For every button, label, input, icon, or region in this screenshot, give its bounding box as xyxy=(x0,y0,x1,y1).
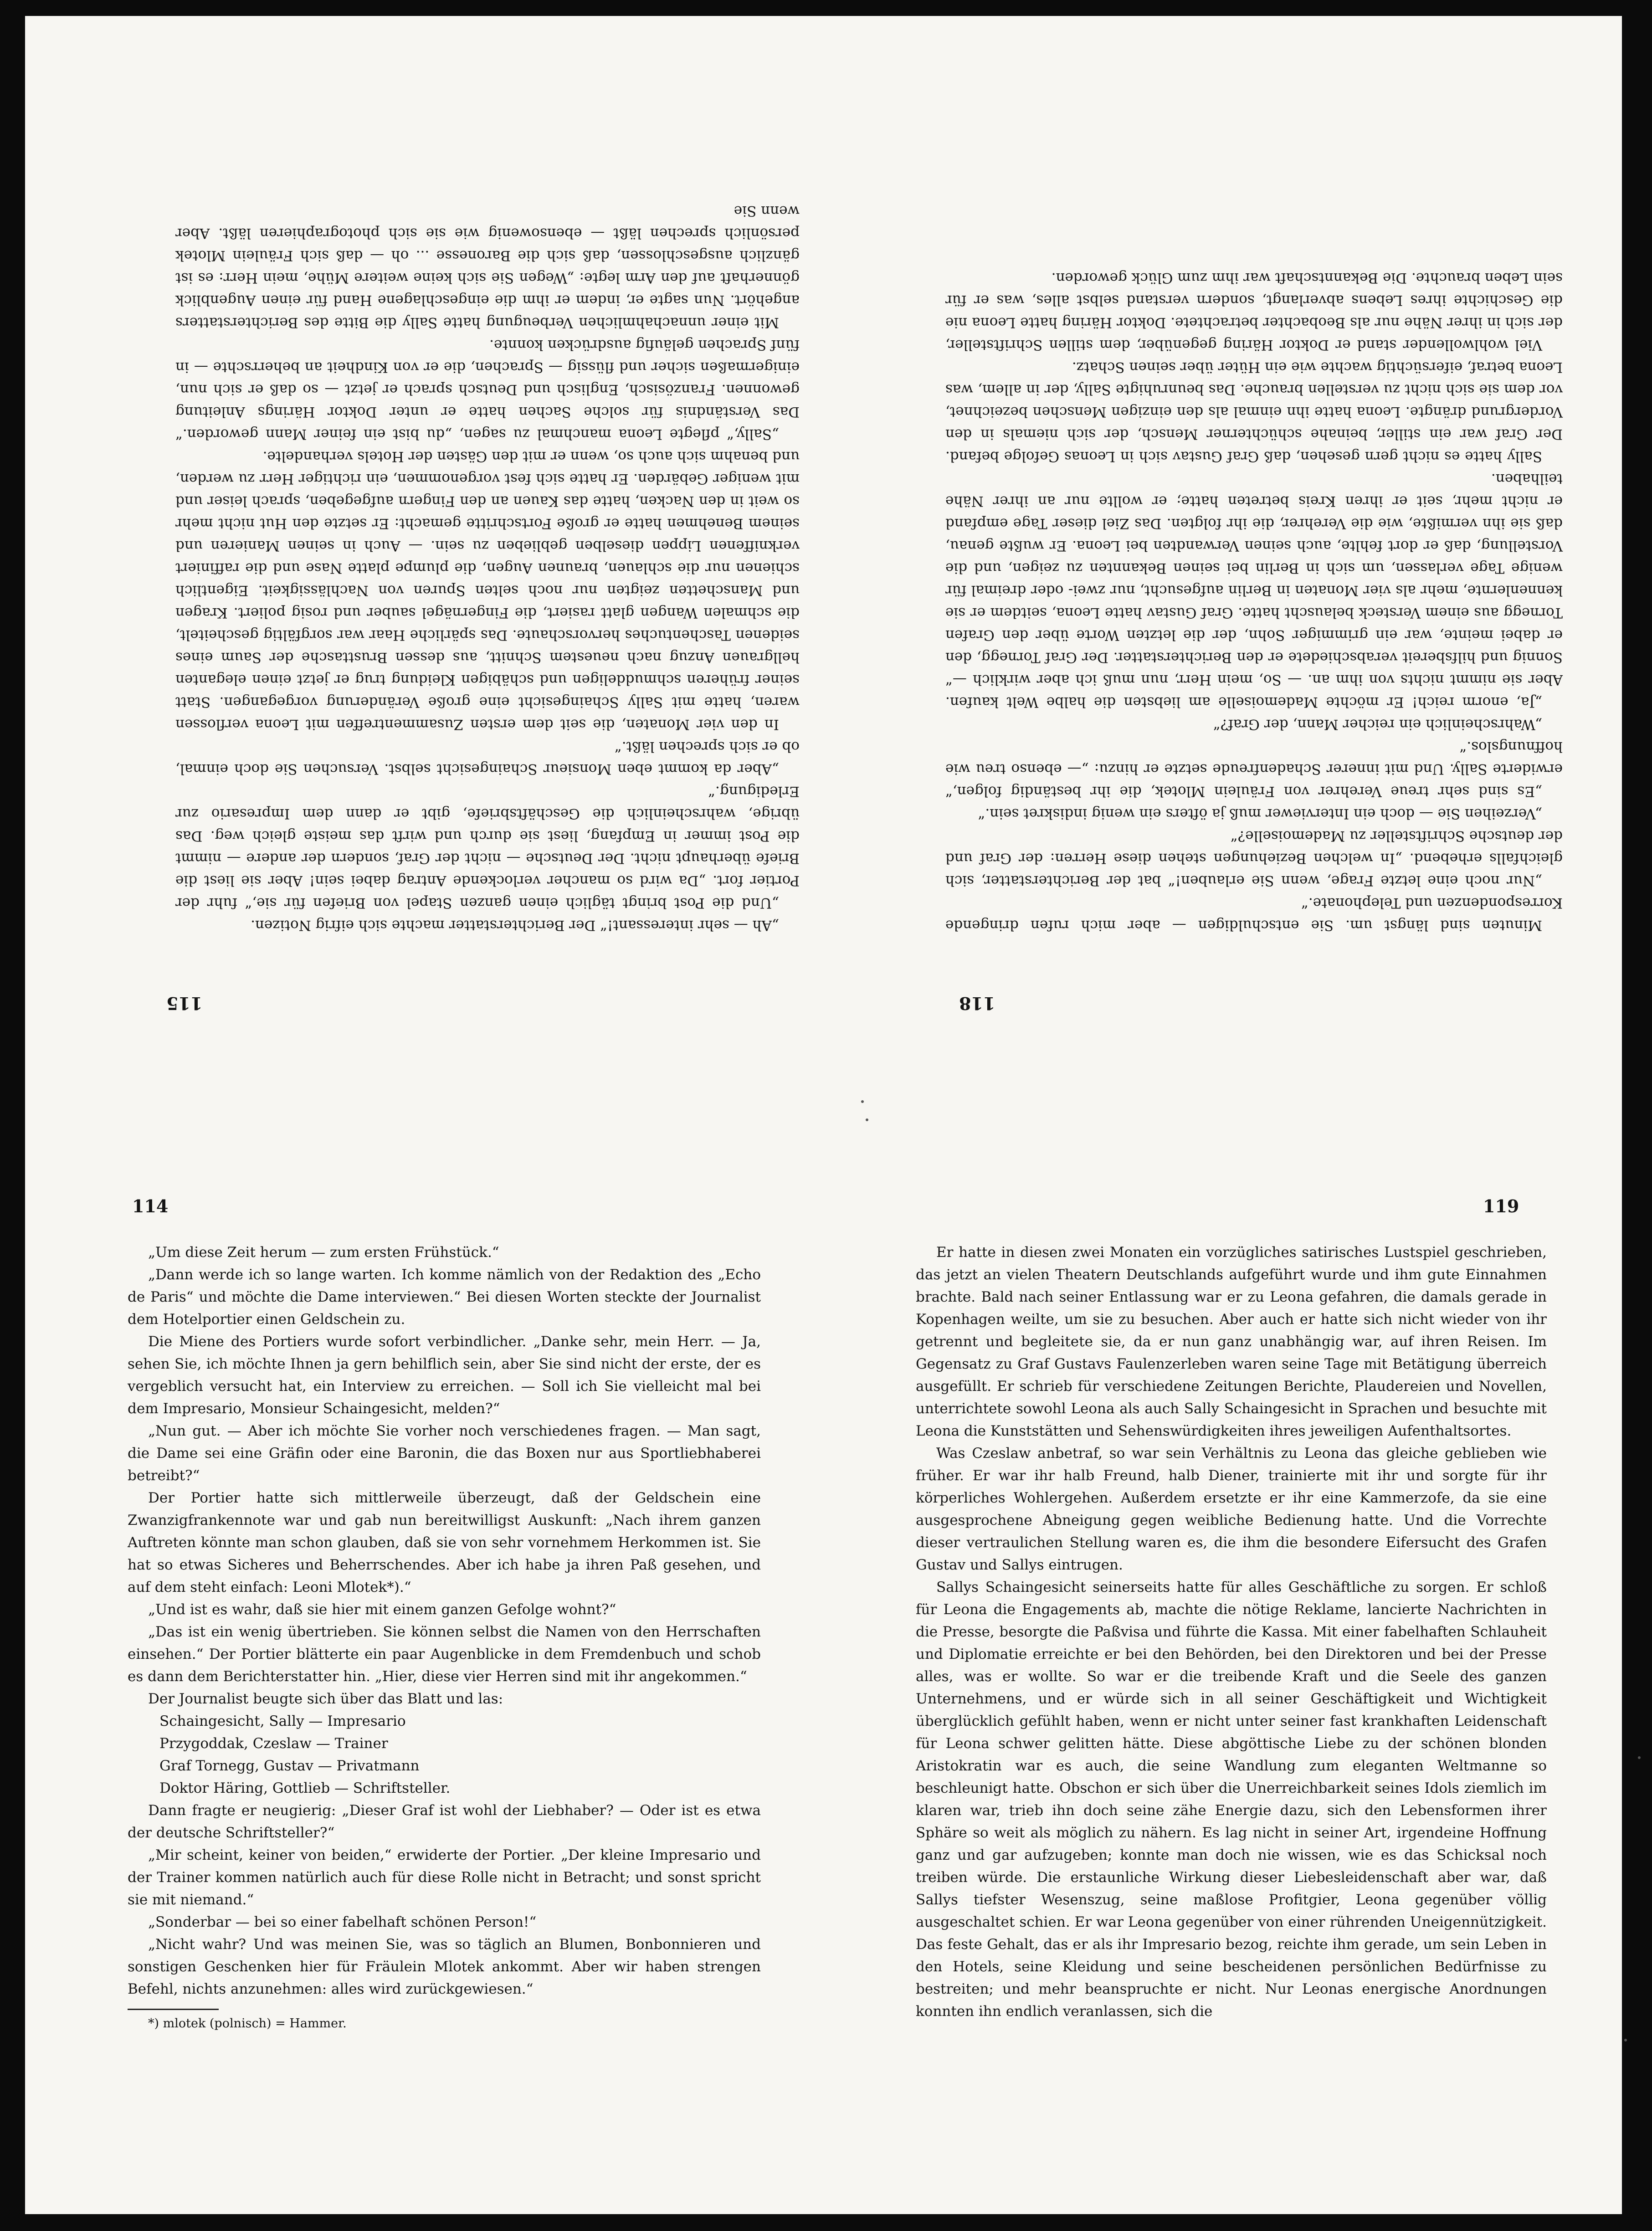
paragraph: Dann fragte er neugierig: „Dieser Graf ist wohl der Liebhaber? — Oder ist es etwa der deutsche Schriftsteller?“ xyxy=(128,1802,761,1841)
page-top-right xyxy=(175,132,800,936)
page-bottom-right xyxy=(916,1241,1547,2020)
paragraph: „Dann werde ich so lange warten. Ich komme nämlich von der Redaktion des „Echo de Paris“ und möchte die Dame interviewen.“ Bei diesen Worten steckte der Journalist dem Hotelportier einen Geldschein zu. xyxy=(128,1267,761,1328)
scan-speck xyxy=(861,1100,864,1103)
paragraph: Die Miene des Portiers wurde sofort verbindlicher. „Danke sehr, mein Herr. — Ja, sehen Sie, ich möchte Ihnen ja gern behilflich sein, aber Sie sind nicht der erste, der es vergeblich versucht hat, ein Interview zu erreichen. — Soll ich Sie vielleicht mal bei dem Impresario, Monsieur Schaingesicht, melden?“ xyxy=(128,1333,761,1417)
paragraph: Viel wohlwollender stand er Doktor Häring gegenüber, dem stillen Schriftsteller, der sich in ihrer Nähe nur als Beobachter betrachtete. Doktor Häring hatte Leona nie die Geschichte ihres Lebens abverlangt, sondern verstand selbst alles, was er für sein Leben brauchte. Die Bekanntschaft war ihm zum Glück geworden. xyxy=(945,270,1563,353)
paragraph: „Nicht wahr? Und was meinen Sie, was so täglich an Blumen, Bonbonnieren und sonstigen Geschenken hier für Fräulein Mlotek ankommt. Aber wir haben strengen Befehl, nichts anzunehmen: alles wird zurückgewiesen.“ xyxy=(128,1936,761,1997)
paragraph: Er hatte in diesen zwei Monaten ein vorzügliches satirisches Lustspiel geschrieben, das jetzt an vielen Theatern Deutschlands aufgeführt wurde und ihm gute Einnahmen brachte. Bald nach seiner Entlassung war er zu Leona gefahren, die damals gerade in Kopenhagen weilte, um sie zu besuchen. Aber auch er hatte sich nicht wieder von ihr getrennt und begleitete sie, da er nun ganz unabhängig war, auf ihren Reisen. Im Gegensatz zu Graf Gustavs Faulenzerleben waren seine Tage mit Betätigung überreich ausgefüllt. Er schrieb für verschiedene Zeitungen Berichte, Plaudereien und Novellen, unterrichtete sowohl Leona als auch Sally Schaingesicht in Sprachen und besuchte mit Leona die Kunststätten und Sehenswürdigkeiten ihres jeweiligen Aufenthaltsortes. xyxy=(916,1244,1547,1439)
page-number-top-right: 115 xyxy=(166,993,203,1014)
paragraph: „Wahrscheinlich ein reicher Mann, der Graf?“ xyxy=(1213,716,1542,733)
scanned-sheet xyxy=(25,16,1622,2214)
page-top-left xyxy=(945,132,1563,936)
page-top-right-text xyxy=(175,200,800,936)
page-top-left-text xyxy=(945,267,1563,936)
paragraph: „Nun gut. — Aber ich möchte Sie vorher noch verschiedenes fragen. — Man sagt, die Dame sei eine Gräfin oder eine Baronin, die das Boxen nur aus Sportliebhaberei betreibt?“ xyxy=(128,1423,761,1484)
paragraph: Minuten sind längst um. Sie entschuldigen — aber mich rufen dringende Korrespondenzen und Telephonate.“ xyxy=(945,895,1563,933)
page-bottom-right-text xyxy=(916,1241,1547,2023)
scan-speck xyxy=(1638,1756,1641,1759)
footnote: *) mlotek (polnisch) = Hammer. xyxy=(148,2016,347,2031)
paragraph: Mit einer unnachahmlichen Verbeugung hatte Sally die Bitte des Berichterstatters angehört. Nun sagte er, indem er ihm die eingeschlagene Hand für einen Augenblick gönnerhaft auf den Arm legte: „Wegen Sie sich keine weitere Mühe, mein Herr: es ist gänzlich ausgeschlossen, daß sich die Baronesse ... oh — daß sich Fräulein Mlotek persönlich sprechen läßt — ebensowenig wie sie sich photographieren läßt. Aber wenn Sie xyxy=(175,203,800,331)
guest-list-item: Doktor Häring, Gottlieb — Schriftsteller. xyxy=(159,1780,451,1796)
paragraph: Der Portier hatte sich mittlerweile überzeugt, daß der Geldschein eine Zwanzigfrankennote war und gab nun bereitwilligst Auskunft: „Nach ihrem ganzen Auftreten könnte man schon glauben, daß sie von sehr vornehmem Herkommen ist. Sie hat so etwas Sicheres und Beherrschendes. Aber ich habe ja ihren Paß gesehen, und auf dem steht einfach: Leoni Mlotek*).“ xyxy=(128,1490,761,1595)
paragraph: „Das ist ein wenig übertrieben. Sie können selbst die Namen von den Herrschaften einsehen.“ Der Portier blätterte ein paar Augenblicke in dem Fremdenbuch und schob es dann dem Berichterstatter hin. „Hier, diese vier Herren sind mit ihr angekommen.“ xyxy=(128,1624,761,1685)
paragraph: In den vier Monaten, die seit dem ersten Zusammentreffen mit Leona verflossen waren, hatte mit Sally Schaingesicht eine große Veränderung vorgegangen. Statt seiner früheren schmuddeligen und schäbigen Kleidung trug er jetzt einen eleganten hellgrauen Anzug nach neuestem Schnitt, aus dessen Brusttasche der Saum eines seidenen Taschentuches hervorschaute. Das spärliche Haar war sorgfältig gescheitelt, die schmalen Wangen glatt rasiert, die Fingernägel sauber und rosig poliert. Kragen und Manschetten zeigten nur noch selten Spuren von Nachlässigkeit. Eigentlich schienen nur die schlauen, braunen Augen, die plumpe platte Nase und die raffiniert verkniffenen Lippen dieselben geblieben zu sein. — Auch in seinen Manieren und seinem Benehmen hatte er große Fortschritte gemacht: Er setzte den Hut nicht mehr so weit in den Nacken, hatte das Kauen an den Fingern aufgegeben, sprach leiser und mit weniger Gebärden. Er hatte sich fest vorgenommen, ein richtiger Herr zu werden, und benahm sich auch so, wenn er mit den Gästen der Hotels verhandelte. xyxy=(175,448,800,733)
page-number-bottom-right: 119 xyxy=(1483,1196,1519,1216)
scan-speck xyxy=(866,1118,868,1121)
guest-list-item: Przygoddak, Czeslaw — Trainer xyxy=(159,1735,388,1752)
paragraph: „Sonderbar — bei so einer fabelhaft schönen Person!“ xyxy=(148,1914,537,1930)
paragraph: „Ja, enorm reich! Er möchte Mademoiselle am liebsten die halbe Welt kaufen. Aber sie nimmt nichts von ihm an. — So, mein Herr, nun muß ich aber wirklich —“ Sonnig und hilfsbereit verabschiedete er den Berichterstatter. Der Graf Tornegg, den er dabei meinte, war ein grimmiger Sohn, der die letzten Worte über den Grafen Tornegg aus einem Versteck belauscht hatte. Graf Gustav hatte Leona, seitdem er sie kennenlernte, mehr als vier Monaten in Berlin aufgesucht, nur zwei- oder dreimal für wenige Tage verlassen, um sich in Berlin bei seinen Bekannten zu zeigen, und die Vorstellung, daß er dort fehlte, auch seinen Verwandten bei Leona. Er wußte genau, daß sie ihn vermißte, wie die Verehrer, die ihr folgten. Das Ziel dieser Tage empfand er nicht mehr, seit er ihren Kreis betreten hatte; er wollte nur an ihrer Nähe teilhaben. xyxy=(945,471,1563,710)
paragraph: „Aber da kommt eben Monsieur Schaingesicht selbst. Versuchen Sie doch einmal, ob er sich sprechen läßt.“ xyxy=(175,739,800,777)
page-bottom-left-text xyxy=(128,1241,761,2033)
paragraph: „Um diese Zeit herum — zum ersten Frühstück.“ xyxy=(148,1244,499,1261)
guest-list-item: Graf Tornegg, Gustav — Privatmann xyxy=(159,1758,420,1774)
paragraph: „Mir scheint, keiner von beiden,“ erwiderte der Portier. „Der kleine Impresario und der Trainer kommen natürlich auch für diese Rolle nicht in Betracht; und sonst spricht sie mit niemand.“ xyxy=(128,1847,761,1908)
scan-speck xyxy=(1624,2039,1627,2041)
paragraph: Sallys Schaingesicht seinerseits hatte für alles Geschäftliche zu sorgen. Er schloß für Leona die Engagements ab, machte die nötige Reklame, lancierte Nachrichten in die Presse, besorgte die Paßvisa und führte die Kassa. Mit einer fabelhaften Schlauheit und Diplomatie erreichte er bei den Behörden, bei den Direktoren und bei der Presse alles, was er wollte. So war er die treibende Kraft und die Seele des ganzen Unternehmens, und er würde sich in all seiner Geschäftigkeit und Wichtigkeit überglücklich gefühlt haben, wenn er nicht unter seiner fast krankhaften Leidenschaft für Leona schwer gelitten hätte. Diese abgöttische Liebe zu der schönen blonden Aristokratin war es auch, die seine Wandlung zum eleganten Weltmanne so beschleunigt hatte. Obschon er sich über die Unerreichbarkeit seines Idols ziemlich im klaren war, trieb ihn doch seine zähe Energie dazu, sich den Lebensformen ihrer Sphäre so weit als möglich zu nähern. Es lag nicht in seiner Art, irgendeine Hoffnung ganz und gar aufzugeben; konnte man doch nie wissen, wie es das Schicksal noch treiben würde. Die erstaunliche Wirkung dieser Liebesleidenschaft aber war, daß Sallys tiefster Wesenszug, seine maßlose Profitgier, Leona gegenüber völlig ausgeschaltet schien. Er war Leona gegenüber von einer rührenden Uneigennützigkeit. Das feste Gehalt, das er als ihr Impresario bezog, reichte ihm gerade, um sein Leben in den Hotels, seine Kleidung und seine bescheidenen persönlichen Bedürfnisse zu bestreiten; und mehr beanspruchte er nicht. Nur Leonas energische Anordnungen konnten ihn endlich veranlassen, sich die xyxy=(916,1579,1547,2020)
paragraph: „Sally,“ pflegte Leona manchmal zu sagen, „du bist ein feiner Mann geworden.“ Das Verständnis für solche Sachen hatte er unter Doktor Härings Anleitung gewonnen. Französisch, Englisch und Deutsch sprach er jetzt — so daß er sich nun, einigermaßen sicher und flüssig — Sprachen, die er von Kindheit an beherrschte — in fünf Sprachen geläufig ausdrücken konnte. xyxy=(175,337,800,442)
paragraph: „Und die Post bringt täglich einen ganzen Stapel von Briefen für sie,“ fuhr der Portier fort. „Da wird so mancher verlockende Antrag dabei sein! Aber sie liest die Briefe überhaupt nicht. Der Deutsche — nicht der Graf, sondern der andere — nimmt die Post immer in Empfang, liest sie durch und wirft das meiste gleich weg. Das übrige, wahrscheinlich die Geschäftsbriefe, gibt er dann dem Impresario zur Erledigung.“ xyxy=(175,783,800,911)
paragraph: „Nur noch eine letzte Frage, wenn Sie erlauben!“ bat der Berichterstatter, sich gleichfalls erhebend. „In welchen Beziehungen stehen diese Herren: der Graf und der deutsche Schriftsteller zu Mademoiselle?“ xyxy=(945,828,1563,889)
guest-list-item: Schaingesicht, Sally — Impresario xyxy=(159,1713,406,1729)
paragraph: „Verzeihen Sie — doch ein Interviewer muß ja öfters ein wenig indiskret sein.“ xyxy=(978,805,1542,822)
paragraph: Was Czeslaw anbetraf, so war sein Verhältnis zu Leona das gleiche geblieben wie früher. Er war ihr halb Freund, halb Diener, trainierte mit ihr und sorgte für ihr körperliches Wohlergehen. Außerdem ersetzte er ihr eine Kammerzofe, da sie eine ausgesprochene Abneigung gegen weibliche Bedienung hatte. Und die Vorrechte dieser vertraulichen Stellung waren es, die ihm die besondere Eifersucht des Grafen Gustav und Sallys eintrugen. xyxy=(916,1445,1547,1573)
paragraph: „Ah — sehr interessant!“ Der Berichterstatter machte sich eifrig Notizen. xyxy=(251,917,779,933)
page-number-bottom-left: 114 xyxy=(132,1196,169,1216)
page-number-top-left: 118 xyxy=(959,993,995,1014)
paragraph: „Und ist es wahr, daß sie hier mit einem ganzen Gefolge wohnt?“ xyxy=(148,1601,616,1618)
paragraph: „Es sind sehr treue Verehrer von Fräulein Mlotek, die ihr beständig folgen,“ erwiderte Sally. Und mit innerer Schadenfreude setzte er hinzu: „— ebenso treu wie hoffnungslos.“ xyxy=(945,739,1563,800)
page-bottom-left xyxy=(128,1241,761,2031)
paragraph: Sally hatte es nicht gern gesehen, daß Graf Gustav sich in Leonas Gefolge befand. Der Graf war ein stiller, beinahe schüchterner Mensch, der sich niemals in den Vordergrund drängte. Leona hatte ihn einmal als den einzigen Menschen bezeichnet, vor dem sie sich nicht zu verstellen brauche. Das beunruhigte Sally, der in allem, was Leona betraf, eifersüchtig wachte wie ein Hüter über seinen Schatz. xyxy=(945,359,1563,465)
paragraph: Der Journalist beugte sich über das Blatt und las: xyxy=(148,1691,503,1707)
guest-list xyxy=(159,1710,761,1800)
footnote-rule xyxy=(128,2009,219,2010)
